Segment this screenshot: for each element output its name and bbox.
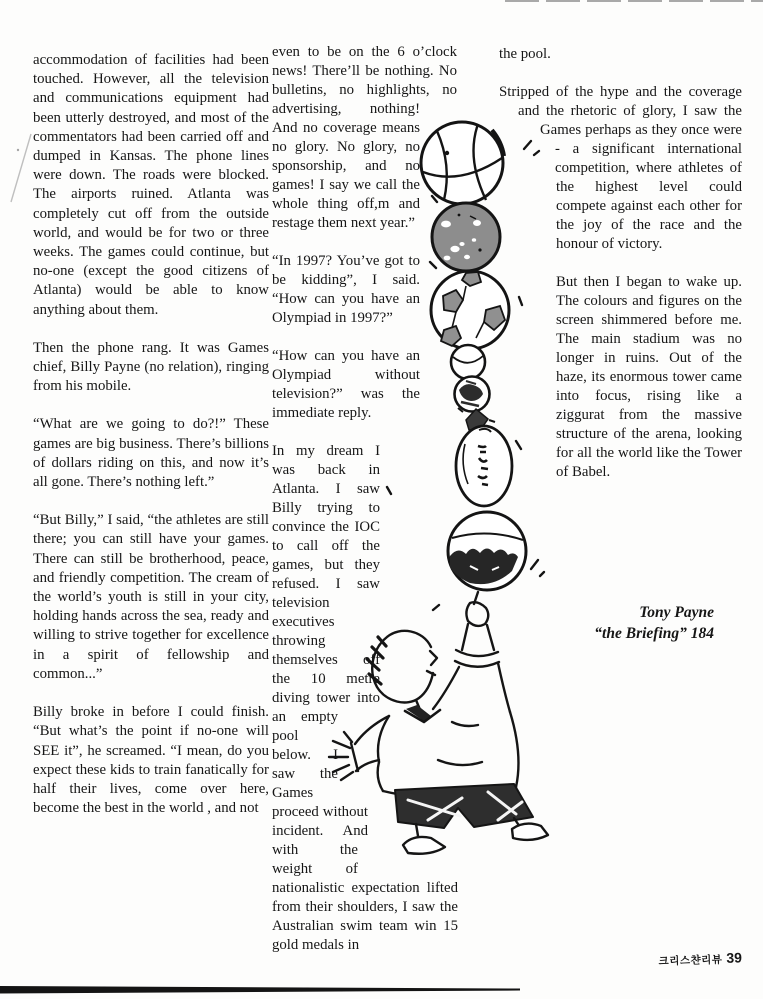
small-ball-icon: [451, 345, 485, 379]
attribution-author: Tony Payne: [639, 604, 714, 621]
basketball-icon: [421, 122, 504, 204]
soccer-ball-icon: [431, 271, 509, 349]
body-paragraph: Stripped of the hype and the coverage and the rhetoric of glory, I saw the Games perhaps as they once were - a significant international competition, where athletes of the highest level could compete against each other for the joy of the race and the honour of victory.: [499, 84, 742, 252]
page-footer: [622, 949, 742, 970]
body-paragraph: Then the phone rang. It was Games chief, Billy Payne (no relation), ringing from his mobile.: [33, 339, 269, 395]
attribution-source: “the Briefing” 184: [594, 625, 714, 642]
scan-edge-artifact-top: [505, 0, 763, 2]
column-1: [33, 51, 269, 837]
text-wrap-spacer: [457, 43, 458, 100]
body-paragraph: “How can you have an Olympiad without television?” was the immediate reply.: [272, 348, 420, 421]
balancing-balls-illustration: [315, 95, 650, 940]
juggler-figure: [329, 592, 548, 854]
scan-edge-artifact-bottom: [0, 985, 560, 997]
body-paragraph: Billy broke in before I could finish. “But what’s the point if no-one will SEE it”, he screamed. “I mean, do you expect these kids to train fanatically for half their lives, come over here, become the best in the world , and not: [33, 704, 269, 817]
body-paragraph: even to be on the 6 o’clock news! There’ll be nothing. No bulletins, no highlights, no advertising, nothing! And no coverage means no glory. No glory, no sponsorship, and no games! I say we call the whole thing off,m and restage them next year.”: [272, 44, 457, 231]
spotted-ball-icon: [432, 203, 500, 271]
body-paragraph: “What are we going to do?!” These games are big business. There’s billions of dollars riding on this, and now it’s all gone. There’s nothing left.”: [33, 416, 269, 491]
body-paragraph: accommodation of facilities had been touched. However, all the television and communications equipment had been utterly destroyed, and most of the commentators had been carried off and dumped in Kansas. The phone lines were down. The roads were blocked. The airports ruined. Atlanta was completely cut off from the outside world, and would be for two or three weeks. The games could continue, but no-one (except the good citizens of Atlanta) would be able to know anything about them.: [33, 52, 269, 318]
dark-bottom-ball-icon: [448, 512, 526, 590]
body-paragraph: “In 1997? You’ve got to be kidding”, I said. “How can you have an Olympiad in 1997?”: [272, 253, 420, 326]
journal-name: 크리스챤리뷰: [658, 953, 723, 968]
body-paragraph: “But Billy,” I said, “the athletes are still there; you can still have your games. There can still be brotherhood, peace, and friendly competition. The cream of the world’s youth is still in your city, holding hands across the sea, ready and willing to strive together for excellence in a spirit of fellowship and common...”: [33, 512, 269, 682]
body-paragraph: the pool.: [499, 46, 551, 62]
page-number: 39: [726, 949, 743, 966]
body-paragraph: But then I began to wake up. The colours and figures on the screen shimmered before me. The main stadium was no longer in ruins. Out of the haze, its enormous tower came into focus, rising like a ziggurat from the massive structure of the arena, looking for all the world like the Tower of Babel.: [556, 274, 742, 480]
body-paragraph: In my dream I was back in Atlanta. I saw Billy trying to convince the IOC to call off the games, but they refused. I saw television executives throwing themselves off the 10 metre diving tower into an empty pool below. I saw the Games proceed without incident. And with the weight of nationalistic expectation lifted from their shoulders, I saw the Australian swim team win 15 gold medals in: [272, 443, 458, 953]
textured-ball-icon: [455, 377, 490, 412]
oval-ball-icon: [456, 426, 512, 506]
